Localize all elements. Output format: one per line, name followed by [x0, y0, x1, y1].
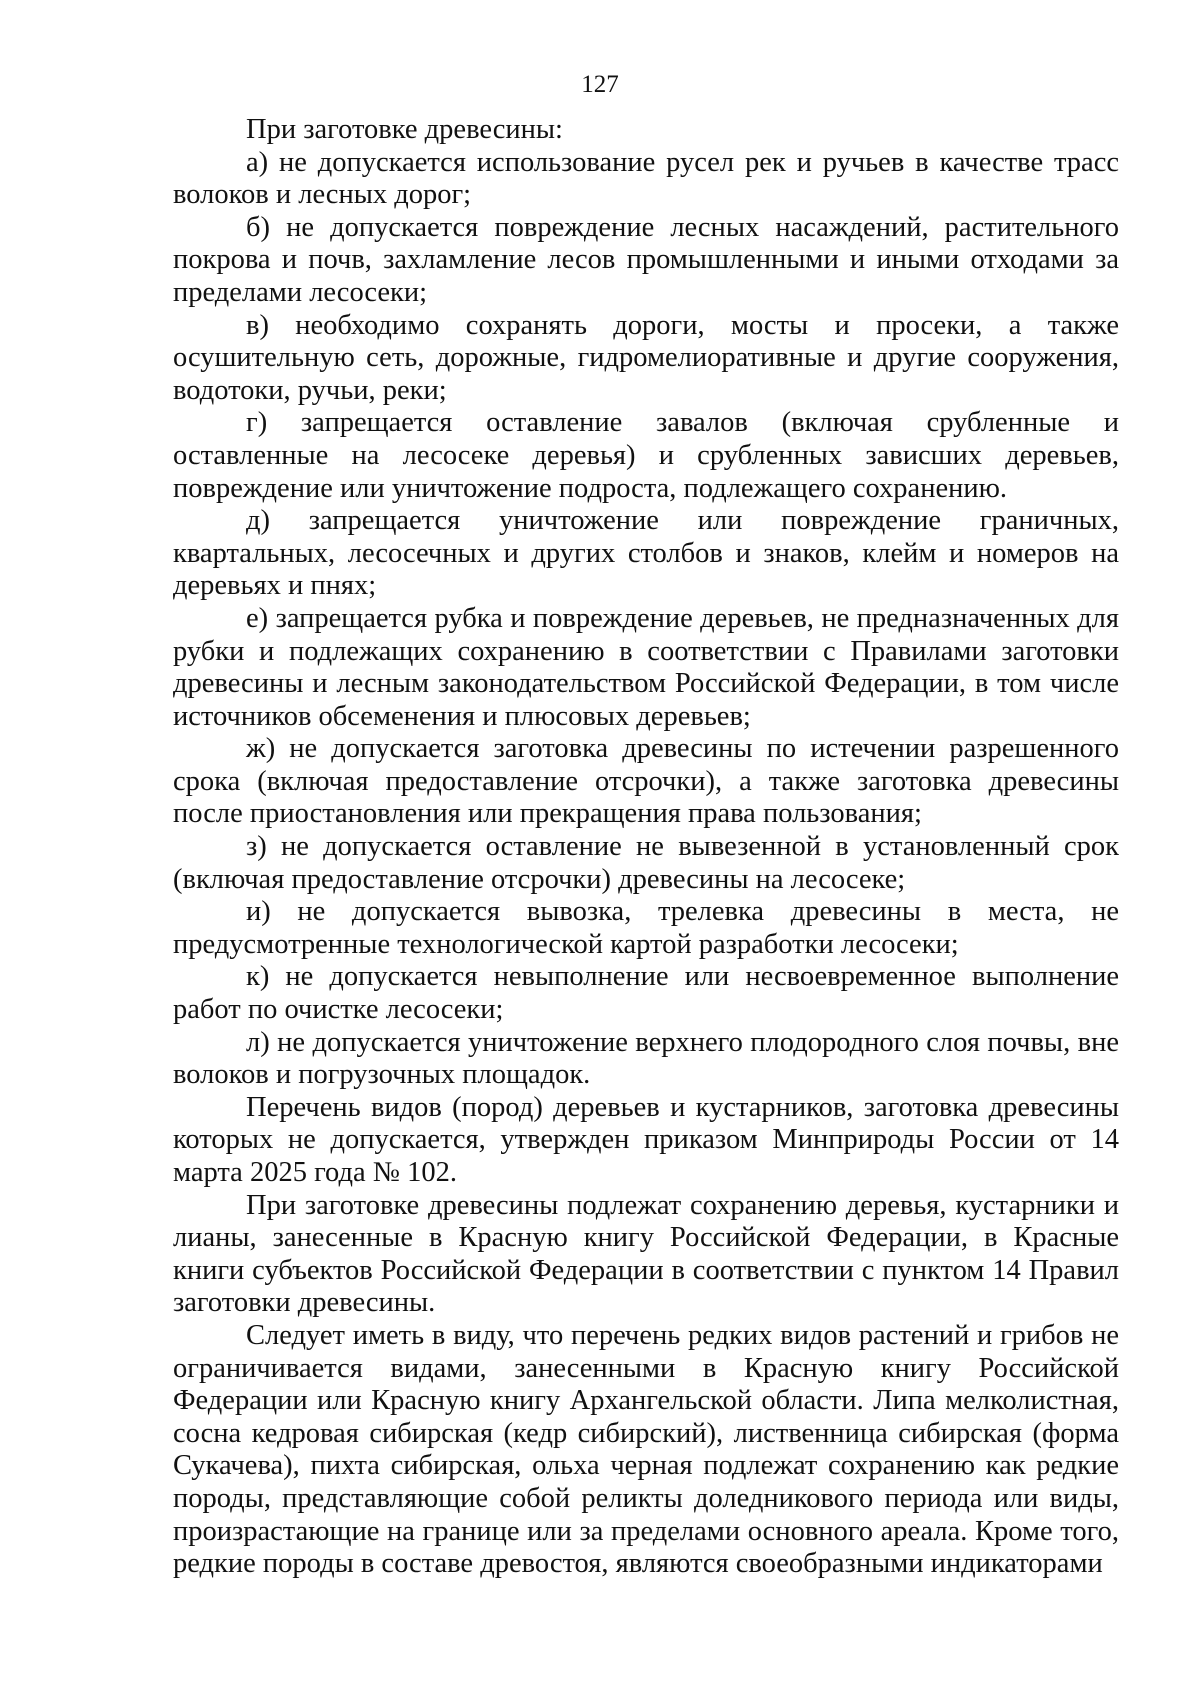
paragraph-item-g: г) запрещается оставление завалов (включая срубленные и оставленные на лесосеке деревья) и срубленных зависших деревьев, повреждение или уничтожение подроста, подлежащего сохранению.	[173, 407, 1119, 504]
paragraph-species-list: Перечень видов (пород) деревьев и кустарников, заготовка древесины которых не допускается, утвержден приказом Минприроды России от 14 марта 2025 года № 102.	[173, 1091, 1119, 1188]
paragraph-intro: При заготовке древесины:	[246, 114, 563, 145]
paragraph-rare-species: Следует иметь в виду, что перечень редких видов растений и грибов не ограничивается видами, занесенными в Красную книгу Российской Федерации или Красную книгу Архангельской области. Липа мелколистная, сосна кедровая сибирская (кедр сибирский), лиственница сибирская (форма Сукачева), пихта сибирская, ольха черная подлежат сохранению как редкие породы, представляющие собой реликты доледникового периода или виды, произрастающие на границе или за пределами основного ареала. Кроме того, редкие породы в составе древостоя, являются своеобразными индикаторами	[173, 1319, 1119, 1580]
paragraph-item-k: к) не допускается невыполнение или несвоевременное выполнение работ по очистке лесосеки;	[173, 961, 1119, 1026]
body-text	[173, 114, 1119, 1581]
paragraph-item-e: е) запрещается рубка и повреждение деревьев, не предназначенных для рубки и подлежащих сохранению в соответствии с Правилами заготовки древесины и лесным законодательством Российской Федерации, в том числе источников обсеменения и плюсовых деревьев;	[173, 602, 1119, 732]
paragraph-red-book: При заготовке древесины подлежат сохранению деревья, кустарники и лианы, занесенные в Красную книгу Российской Федерации, в Красные книги субъектов Российской Федерации в соответствии с пунктом 14 Правил заготовки древесины.	[173, 1189, 1119, 1319]
paragraph-item-z: з) не допускается оставление не вывезенной в установленный срок (включая предоставление отсрочки) древесины на лесосеке;	[173, 831, 1119, 895]
paragraph-item-i: и) не допускается вывозка, трелевка древесины в места, не предусмотренные технологической картой разработки лесосеки;	[173, 896, 1119, 960]
paragraph-item-zh: ж) не допускается заготовка древесины по истечении разрешенного срока (включая предоставление отсрочки), а также заготовка древесины после приостановления или прекращения права пользования;	[173, 733, 1119, 830]
paragraph-item-b: б) не допускается повреждение лесных насаждений, растительного покрова и почв, захламление лесов промышленными и иными отходами за пределами лесосеки;	[173, 211, 1119, 308]
page-number: 127	[581, 71, 619, 98]
paragraph-item-v: в) необходимо сохранять дороги, мосты и просеки, а также осушительную сеть, дорожные, гидромелиоративные и другие сооружения, водотоки, ручьи, реки;	[173, 309, 1119, 406]
paragraph-item-a: а) не допускается использование русел рек и ручьев в качестве трасс волоков и лесных дорог;	[173, 146, 1119, 211]
paragraph-item-d: д) запрещается уничтожение или повреждение граничных, квартальных, лесосечных и других столбов и знаков, клейм и номеров на деревьях и пнях;	[173, 505, 1119, 602]
paragraph-item-l: л) не допускается уничтожение верхнего плодородного слоя почвы, вне волоков и погрузочных площадок.	[173, 1026, 1119, 1091]
